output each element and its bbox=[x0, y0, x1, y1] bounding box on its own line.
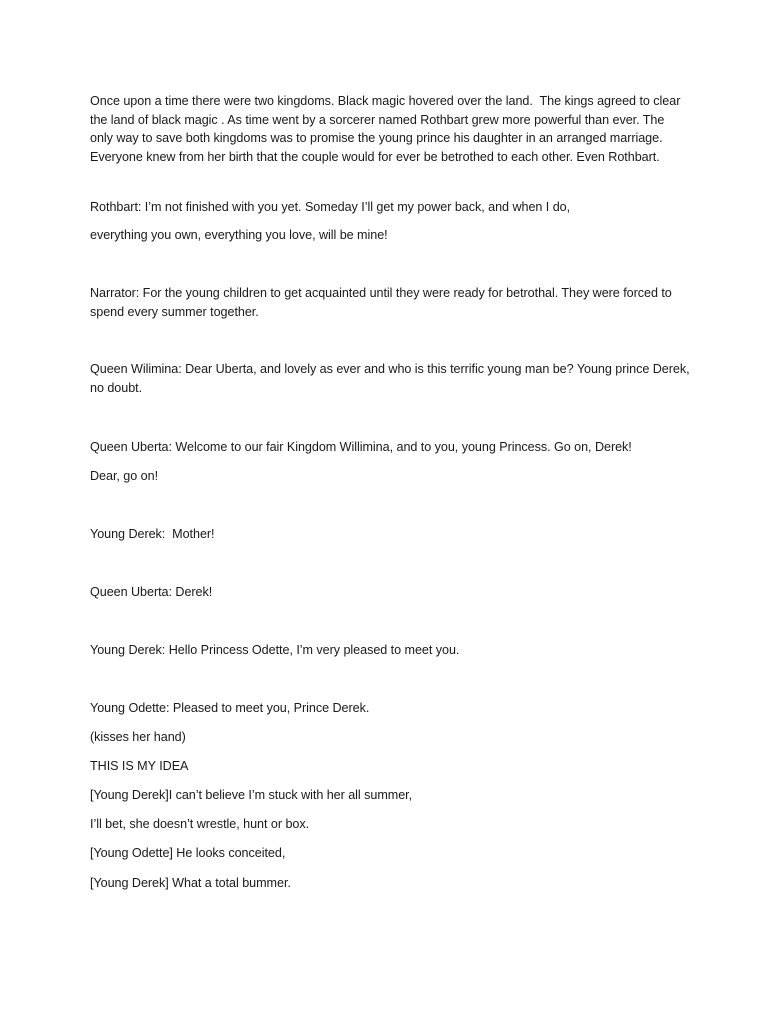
song-line-3: [Young Odette] He looks conceited, bbox=[90, 846, 286, 860]
narrator-paragraph: Narrator: For the young children to get acquainted until they were ready for betrothal. They were forced to spend every summer together. bbox=[90, 286, 676, 319]
young-derek-hello-line: Young Derek: Hello Princess Odette, I’m very pleased to meet you. bbox=[90, 643, 460, 657]
stage-direction: (kisses her hand) bbox=[90, 730, 186, 744]
young-odette-pleased-line: Young Odette: Pleased to meet you, Prince Derek. bbox=[90, 701, 370, 715]
queen-uberta-go-on-line: Dear, go on! bbox=[90, 469, 159, 483]
rothbart-line-2: everything you own, everything you love, will be mine! bbox=[90, 228, 388, 242]
song-line-4: [Young Derek] What a total bummer. bbox=[90, 876, 291, 890]
song-line-1: [Young Derek]I can’t believe I’m stuck with her all summer, bbox=[90, 788, 413, 802]
queen-wilimina-line: Queen Wilimina: Dear Uberta, and lovely as ever and who is this terrific young man be? Young prince Derek, no doubt. bbox=[90, 362, 693, 395]
rothbart-line-1: Rothbart: I’m not finished with you yet. Someday I’ll get my power back, and when I do, bbox=[90, 200, 571, 214]
queen-uberta-welcome-line: Queen Uberta: Welcome to our fair Kingdom Willimina, and to you, young Princess. Go on, Derek! bbox=[90, 440, 632, 454]
intro-paragraph: Once upon a time there were two kingdoms. Black magic hovered over the land. The kings agreed to clear the land of black magic . As time went by a sorcerer named Rothbart grew more powerful than ever. The only way to save both kingdoms was to promise the young prince his daughter in an arranged marriage. Everyone knew from her birth that the couple would for ever be betrothed to each other. Even Rothbart. bbox=[90, 94, 684, 164]
young-derek-mother-line: Young Derek: Mother! bbox=[90, 527, 215, 541]
author-note: THIS IS MY IDEA bbox=[90, 759, 189, 773]
song-line-2: I’ll bet, she doesn’t wrestle, hunt or box. bbox=[90, 817, 310, 831]
queen-uberta-derek-line: Queen Uberta: Derek! bbox=[90, 585, 213, 599]
